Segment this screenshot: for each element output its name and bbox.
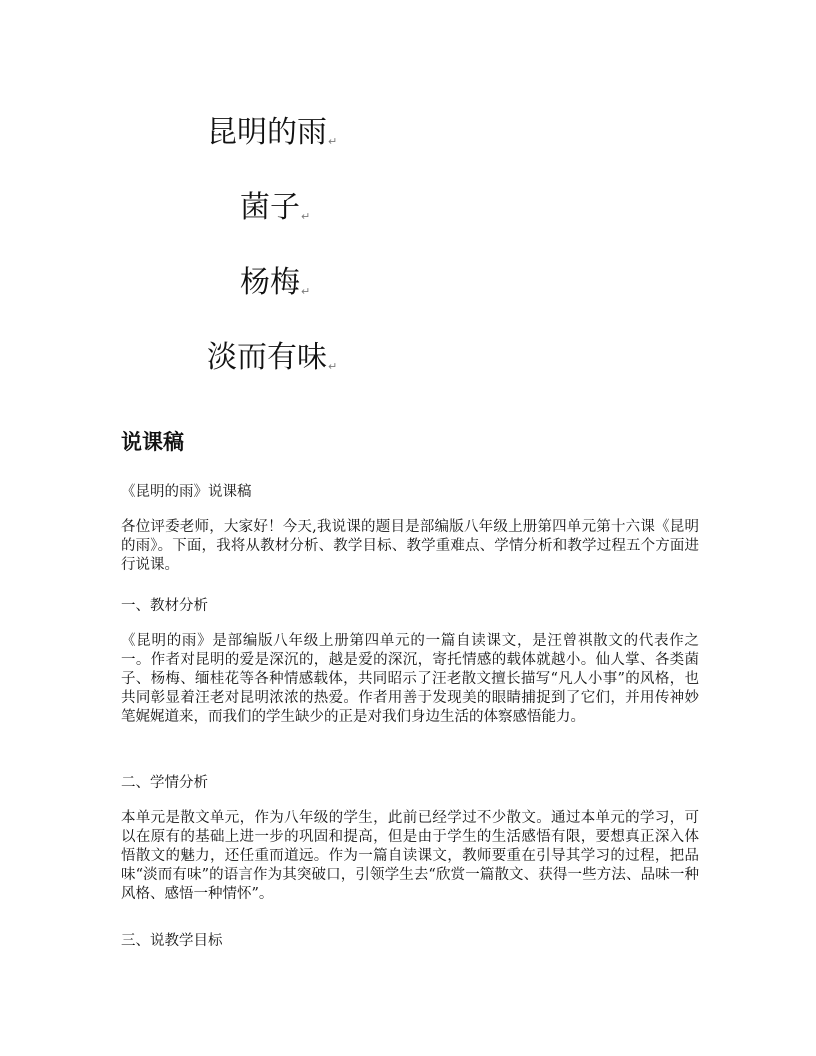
heading-teaching-goals: 三、说教学目标: [121, 933, 223, 949]
paragraph-mark-icon: ↵: [328, 135, 338, 148]
cover-title-subtle-flavor: [207, 340, 337, 385]
section-title: 说课稿: [121, 430, 184, 454]
paragraph-mark-icon: ↵: [328, 360, 338, 373]
student-analysis-paragraph: 本单元是散文单元，作为八年级的学生，此前已经学过不少散文。通过本单元的学习，可以在原有的基础上进一步的巩固和提高，但是由于学生的生活感悟有限，要想真正深入体悟散文的魅力，还任重而道远。作为一篇自读课文，教师要重在引导其学习的过程，把品味“淡而有味”的语言作为其突破口，引领学生去“欣赏一篇散文、获得一些方法、品味一种风格、感悟一种情怀”。: [121, 810, 699, 902]
paragraph-mark-icon: ↵: [301, 285, 311, 298]
cover-title-bayberry: [240, 265, 310, 310]
cover-line-text: 菌子: [240, 190, 300, 225]
heading-student-analysis: 二、学情分析: [121, 775, 208, 791]
heading-textbook-analysis: 一、教材分析: [121, 598, 208, 614]
cover-title-mushroom: [240, 190, 310, 235]
cover-line-text: 昆明的雨: [207, 115, 327, 150]
paragraph-mark-icon: ↵: [301, 210, 311, 223]
doc-subtitle: 《昆明的雨》说课稿: [121, 484, 252, 500]
cover-title-kunming-rain: [207, 115, 337, 160]
textbook-analysis-paragraph: 《昆明的雨》是部编版八年级上册第四单元的一篇自读课文，是汪曾祺散文的代表作之一。作者对昆明的爱是深沉的，越是爱的深沉，寄托情感的载体就越小。仙人掌、各类菌子、杨梅、缅桂花等各种情感载体，共同昭示了汪老散文擅长描写“凡人小事”的风格，也共同彰显着汪老对昆明浓浓的热爱。作者用善于发现美的眼睛捕捉到了它们，并用传神妙笔娓娓道来，而我们的学生缺少的正是对我们身边生活的体察感悟能力。: [121, 633, 699, 725]
cover-line-text: 杨梅: [240, 265, 300, 300]
cover-line-text: 淡而有味: [207, 340, 327, 375]
intro-paragraph: 各位评委老师，大家好！今天,我说课的题目是部编版八年级上册第四单元第十六课《昆明的雨》。下面，我将从教材分析、教学目标、教学重难点、学情分析和教学过程五个方面进行说课。: [121, 519, 699, 573]
